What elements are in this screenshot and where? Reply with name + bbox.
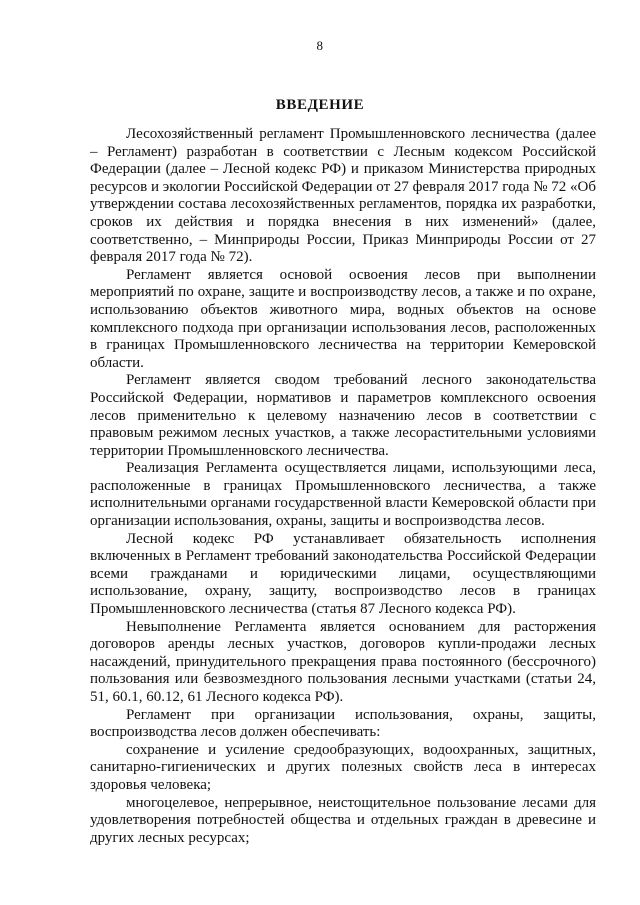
paragraph: Регламент является сводом требований лесного законодательства Российской Федерации, нормативов и параметров комплексного освоения лесов применительно к целевому назначению лесов в соответствии с правовым режимом лесных участков, а также лесорастительными условиями территории Промышленновского лесничества. (90, 372, 596, 459)
paragraph: сохранение и усиление средообразующих, водоохранных, защитных, санитарно-гигиенических и других полезных свойств леса в интересах здоровья человека; (90, 741, 596, 793)
paragraph: Реализация Регламента осуществляется лицами, использующими леса, расположенные в границах Промышленновского лесничества, а также исполнительными органами государственной власти Кемеровской области при организации использования, охраны, защиты и воспроизводства лесов. (90, 460, 596, 530)
section-heading: ВВЕДЕНИЕ (275, 97, 365, 113)
page-number: 8 (316, 38, 324, 53)
paragraph: Невыполнение Регламента является основанием для расторжения договоров аренды лесных участков, договоров купли-продажи лесных насаждений, принудительного прекращения права постоянного (бессрочного) пользования или безвозмездного пользования лесными участками (статьи 24, 51, 60.1, 60.12, 61 Лесного кодекса РФ). (90, 618, 596, 705)
paragraph: Регламент является основой освоения лесов при выполнении мероприятий по охране, защите и воспроизводству лесов, а также и по охране, использованию объектов животного мира, водных объектов на основе комплексного подхода при организации использования лесов, расположенных в границах Промышленновского лесничества на территории Кемеровской области. (90, 266, 596, 371)
paragraph: Лесной кодекс РФ устанавливает обязательность исполнения включенных в Регламент требований законодательства Российской Федерации всеми гражданами и юридическими лицами, осуществляющими использование, охрану, защиту, воспроизводство лесов в границах Промышленновского лесничества (статья 87 Лесного кодекса РФ). (90, 530, 596, 618)
paragraph: Лесохозяйственный регламент Промышленновского лесничества (далее – Регламент) разработан в соответствии с Лесным кодексом Российской Федерации (далее – Лесной кодекс РФ) и приказом Министерства природных ресурсов и экологии Российской Федерации от 27 февраля 2017 года № 72 «Об утверждении состава лесохозяйственных регламентов, порядка их разработки, сроков их действия и порядка внесения в них изменений» (далее, соответственно, – Минприроды России, Приказ Минприроды России от 27 февраля 2017 года № 72). (90, 126, 596, 266)
paragraph: Регламент при организации использования, охраны, защиты, воспроизводства лесов должен обеспечивать: (90, 706, 596, 741)
document-body (90, 126, 596, 847)
paragraph: многоцелевое, непрерывное, неистощительное пользование лесами для удовлетворения потребностей общества и отдельных граждан в древесине и других лесных ресурсах; (90, 794, 596, 846)
